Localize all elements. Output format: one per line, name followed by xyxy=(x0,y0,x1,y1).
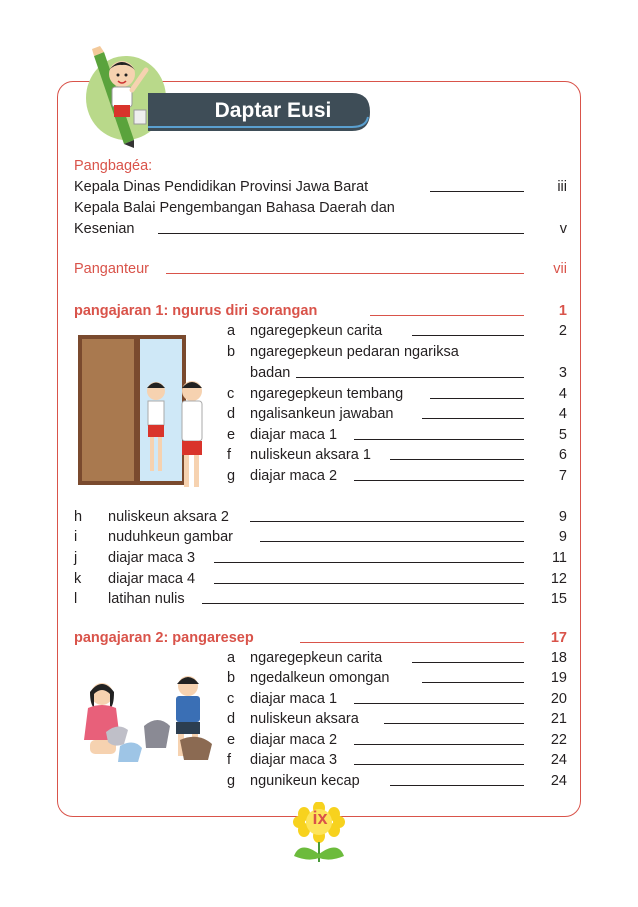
page-number: ix xyxy=(312,808,328,828)
toc-entry: b ngaregepkeun pedaran ngariksa xyxy=(227,344,459,360)
toc-entry: h nuliskeun aksara 2 9 xyxy=(74,509,567,525)
toc-entry-foreword: Panganteur vii xyxy=(74,261,567,277)
lesson-heading: pangajaran 2: pangaresep 17 xyxy=(74,630,567,646)
toc-entry: Kepala Dinas Pendidikan Provinsi Jawa Barat iii xyxy=(74,179,567,195)
page-title: Daptar Eusi xyxy=(214,99,332,122)
toc-entry: j diajar maca 3 11 xyxy=(74,550,567,566)
toc-entry: badan 3 xyxy=(250,365,567,381)
toc-entry: d ngalisankeun jawaban 4 xyxy=(227,406,567,422)
toc-entry: k diajar maca 4 12 xyxy=(74,571,567,587)
toc-entry: a ngaregepkeun carita 2 xyxy=(227,323,567,339)
toc-entry: l latihan nulis 15 xyxy=(74,591,567,607)
toc-entry: Kepala Balai Pengembangan Bahasa Daerah dan xyxy=(74,200,395,216)
front-heading: Pangbagéa: xyxy=(74,158,153,174)
toc-entry: g ngunikeun kecap 24 xyxy=(227,773,567,789)
toc-entry: a ngaregepkeun carita 18 xyxy=(227,650,567,666)
toc-entry: f diajar maca 3 24 xyxy=(227,752,567,768)
lesson-heading: pangajaran 1: ngurus diri sorangan 1 xyxy=(74,303,567,319)
toc-entry: g diajar maca 2 7 xyxy=(227,468,567,484)
toc-entry: i nuduhkeun gambar 9 xyxy=(74,529,567,545)
toc-entry: d nuliskeun aksara 21 xyxy=(227,711,567,727)
toc-entry: Kesenian v xyxy=(74,221,567,237)
toc-entry: c ngaregepkeun tembang 4 xyxy=(227,386,567,402)
toc-entry: c diajar maca 1 20 xyxy=(227,691,567,707)
toc-entry: b ngedalkeun omongan 19 xyxy=(227,670,567,686)
toc-entry: f nuliskeun aksara 1 6 xyxy=(227,447,567,463)
toc-entry: e diajar maca 2 22 xyxy=(227,732,567,748)
toc-entry: e diajar maca 1 5 xyxy=(227,427,567,443)
